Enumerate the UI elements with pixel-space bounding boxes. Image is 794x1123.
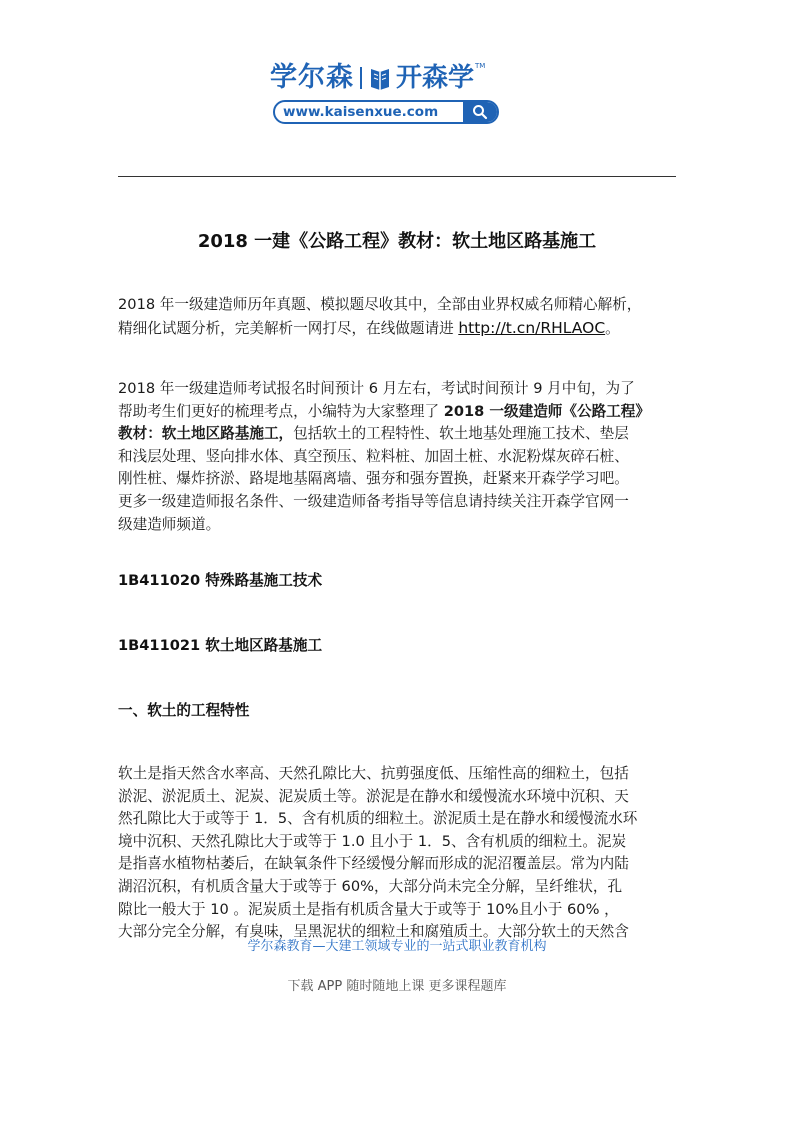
brand-primary: 学尔森 bbox=[270, 62, 354, 93]
book-icon bbox=[368, 65, 392, 91]
summary-line-2-bold: 2018 一级建造师《公路工程》 bbox=[443, 402, 650, 420]
section-heading-1: 1B411020 特殊路基施工技术 bbox=[118, 572, 323, 589]
body-line: 软土是指天然含水率高、天然孔隙比大、抗剪强度低、压缩性高的细粒土，包括 bbox=[118, 765, 629, 782]
search-button[interactable] bbox=[463, 102, 497, 122]
summary-line-2 bbox=[118, 401, 680, 424]
body-line: 湖沼沉积，有机质含量大于或等于 60%，大部分尚未完全分解，呈纤维状，孔 bbox=[118, 877, 623, 895]
trademark-mark: TM bbox=[475, 62, 486, 70]
brand-secondary: 开森学 bbox=[396, 63, 475, 93]
summary-line-5: 刚性桩、爆炸挤淤、路堤地基隔离墙、强夯和强夯置换，赶紧来开森学学习吧。 bbox=[118, 470, 629, 488]
footer-slogan: 学尔森教育—大建工领域专业的一站式职业教育机构 bbox=[247, 939, 547, 954]
summary-line-3-bold: 教材：软土地区路基施工， bbox=[118, 425, 294, 443]
summary-line-3 bbox=[118, 423, 680, 446]
body-line: 然孔隙比大于或等于 1．5、含有机质的细粒土。淤泥质土是在静水和缓慢流水环 bbox=[118, 810, 638, 828]
body-line: 是指喜水植物枯萎后，在缺氧条件下经缓慢分解而形成的泥沼覆盖层。常为内陆 bbox=[118, 855, 629, 873]
exercise-link[interactable]: http://t.cn/RHLAOC bbox=[458, 318, 606, 337]
intro-line-1: 2018 年一级建造师历年真题、模拟题尽收其中，全部由业界权威名师精心解析， bbox=[118, 296, 642, 313]
body-line: 大部分完全分解，有臭味，呈黑泥状的细粒土和腐殖质土。大部分软土的天然含 bbox=[118, 923, 629, 941]
logo-brand-row bbox=[270, 60, 485, 96]
intro-line-2-text: 精细化试题分析，完美解析一网打尽，在线做题请进 bbox=[118, 319, 459, 337]
summary-line-1: 2018 年一级建造师考试报名时间预计 6 月左右，考试时间预计 9 月中旬，为了 bbox=[118, 380, 635, 397]
search-icon bbox=[472, 104, 488, 120]
header-logo[interactable] bbox=[270, 60, 506, 130]
body-line: 隙比一般大于 10 。泥炭质土是指有机质含量大于或等于 10%且小于 60% ， bbox=[118, 900, 619, 918]
intro-line-2-end: 。 bbox=[605, 319, 620, 337]
brand-divider bbox=[360, 67, 362, 89]
section-heading-2: 1B411021 软土地区路基施工 bbox=[118, 637, 323, 654]
summary-line-7: 级建造师频道。 bbox=[118, 515, 221, 533]
body-paragraph bbox=[118, 763, 680, 944]
summary-line-2-text: 帮助考生们更好的梳理考点，小编特为大家整理了 bbox=[118, 402, 444, 420]
footer-app-line[interactable]: 下载 APP 随时随地上课 更多课程题库 bbox=[287, 979, 507, 994]
site-url[interactable]: www.kaisenxue.com bbox=[283, 104, 439, 120]
intro-paragraph bbox=[118, 294, 680, 340]
summary-line-4: 和浅层处理、竖向排水体、真空预压、粒料桩、加固土桩、水泥粉煤灰碎石桩、 bbox=[118, 447, 629, 465]
page-title: 2018 一建《公路工程》教材：软土地区路基施工 bbox=[197, 231, 597, 252]
summary-paragraph bbox=[118, 378, 680, 536]
section-heading-3: 一、软土的工程特性 bbox=[118, 702, 250, 719]
url-bar[interactable] bbox=[273, 100, 499, 124]
header-divider bbox=[118, 176, 676, 177]
summary-line-6: 更多一级建造师报名条件、一级建造师备考指导等信息请持续关注开森学官网一 bbox=[118, 492, 629, 510]
intro-line-2 bbox=[118, 317, 680, 341]
body-line: 淤泥、淤泥质土、泥炭、泥炭质土等。淤泥是在静水和缓慢流水环境中沉积、天 bbox=[118, 787, 629, 805]
summary-line-3-text: 包括软土的工程特性、软土地基处理施工技术、垫层 bbox=[293, 425, 629, 443]
body-line: 境中沉积、天然孔隙比大于或等于 1.0 且小于 1．5、含有机质的细粒土。泥炭 bbox=[118, 832, 627, 850]
